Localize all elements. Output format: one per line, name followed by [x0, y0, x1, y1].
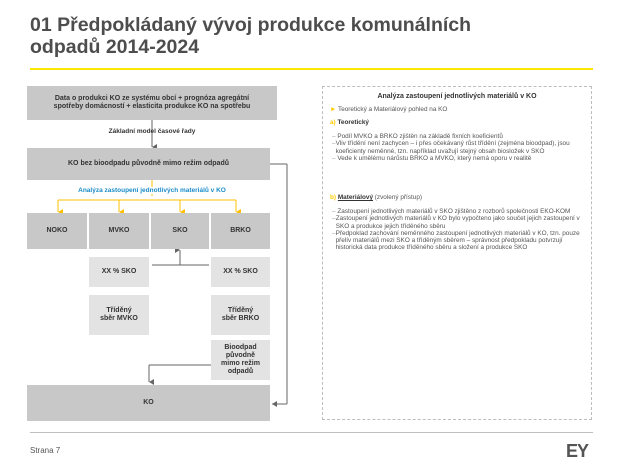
section-b-heading: [330, 194, 585, 201]
bioodpad-box: [211, 340, 270, 380]
section-a-heading: [330, 119, 585, 126]
page-number: Strana 7: [30, 446, 61, 455]
section-b-marker: b): [330, 194, 337, 201]
trideny-mvko-text: Tříděný sběr MVKO: [100, 307, 138, 322]
panel-title: Analýza zastoupení jednotlivých materiálů v KO: [377, 93, 537, 100]
list-item: – Zastoupení jednotlivých materiálů v SKO zjištěno z rozborů společnosti EKO-KOM: [332, 208, 571, 215]
list-item: – Vede k umělému nárůstu BRKO a MVKO, který nemá oporu v realitě: [332, 154, 532, 162]
list-item: – Předpoklad zachování neměnného zastoupení jednotlivých materiálů v KO, tzn. pouze přelív materiálů mezi SKO a tříděným sběrem – správnost předpokladu potvrzují historická data produkce tříděného sběru a složení a produkce SKO: [332, 229, 580, 252]
section-a-title: Teoretický: [337, 119, 369, 126]
trideny-mvko-box: [89, 295, 149, 335]
ey-logo: EY: [566, 441, 589, 461]
ko-final-box: KO: [27, 385, 270, 421]
sko-box: SKO: [151, 213, 209, 249]
bioodpad-text: Bioodpad původně mimo režim odpadů: [221, 344, 260, 375]
section-a-list: [332, 133, 582, 162]
list-item: – Zastoupení jednotlivých materiálů v KO bylo vypočteno jako součet jejich zastoupení v SKO a produkce jejich tříděného sběru: [332, 215, 580, 230]
section-b-list: [332, 208, 582, 252]
panel-intro-text: Teoretický a Materiálový pohled na KO: [338, 106, 448, 113]
section-b-note: (zvolený přístup): [374, 194, 423, 201]
xx-sko-right-box: XX % SKO: [211, 257, 270, 287]
section-a-marker: a): [330, 119, 336, 126]
ko-bez-bioodpadu-box: KO bez bioodpadu původně mimo režim odpadů: [27, 148, 270, 180]
panel-intro: [330, 106, 585, 113]
list-item: – Vliv třídění není zachycen – i přes očekávaný růst třídění (zejména bioodpad), jsou koeficienty neměnné, tzn. například uvažují stejný obsah biosložek v SKO: [332, 140, 570, 155]
model-label: Základní model časové řady: [108, 128, 196, 135]
brko-box: BRKO: [211, 213, 270, 249]
footer-divider: [30, 432, 593, 433]
mvko-box: MVKO: [89, 213, 149, 249]
source-data-text: Data o produkci KO ze systému obcí + prognóza agregátní spotřeby domácností + elasticita produkce KO na spotřebu: [53, 95, 251, 110]
trideny-brko-text: Tříděný sběr BRKO: [221, 307, 260, 322]
analyza-label: Analýza zastoupení jednotlivých materiálů v KO: [70, 187, 234, 194]
intro-bullet-icon: ►: [330, 106, 337, 113]
source-data-box: [27, 86, 277, 120]
trideny-brko-box: [211, 295, 270, 335]
list-item: – Podíl MVKO a BRKO zjištěn na základě fixních koeficientů: [332, 133, 503, 140]
noko-box: NOKO: [27, 213, 87, 249]
section-b-title: Materiálový: [337, 194, 373, 201]
xx-sko-left-box: XX % SKO: [89, 257, 149, 287]
slide-title-line2: odpadů 2014-2024: [30, 36, 200, 58]
slide-title-line1: 01 Předpokládaný vývoj produkce komunálních: [30, 14, 472, 36]
